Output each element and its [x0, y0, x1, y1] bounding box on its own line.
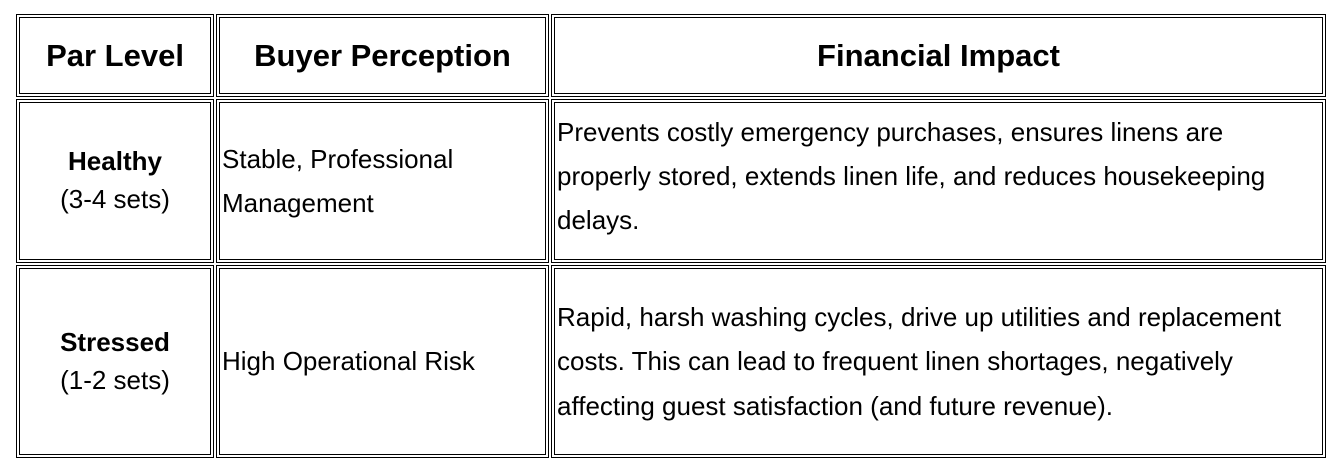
par-level-name: Healthy: [68, 146, 162, 177]
par-level-sets: (3-4 sets): [60, 184, 170, 214]
buyer-perception-text: High Operational Risk: [222, 346, 475, 377]
header-financial-impact: Financial Impact: [551, 14, 1326, 97]
header-par-level: Par Level: [16, 14, 214, 97]
par-level-sets: (1-2 sets): [60, 364, 170, 395]
row-healthy-par-level: [16, 99, 214, 263]
row-healthy-buyer-perception: [216, 99, 549, 263]
financial-impact-text: Rapid, harsh washing cycles, drive up utilities and replacement costs. This can lead to frequent linen shortages, negatively affecting guest satisfaction (and future revenue).: [557, 302, 1282, 421]
par-level-name: Stressed: [60, 326, 170, 357]
row-stressed-par-level: [16, 265, 214, 458]
buyer-perception-text: Stable, Professional Management: [222, 143, 454, 218]
par-level-table: [16, 14, 1326, 458]
row-stressed-financial-impact: [551, 265, 1326, 458]
row-healthy-financial-impact: [551, 99, 1326, 263]
header-buyer-perception: Buyer Perception: [216, 14, 549, 97]
financial-impact-text: Prevents costly emergency purchases, ensures linens are properly stored, extends linen life, and reduces housekeeping delays.: [557, 117, 1266, 236]
row-stressed-buyer-perception: [216, 265, 549, 458]
